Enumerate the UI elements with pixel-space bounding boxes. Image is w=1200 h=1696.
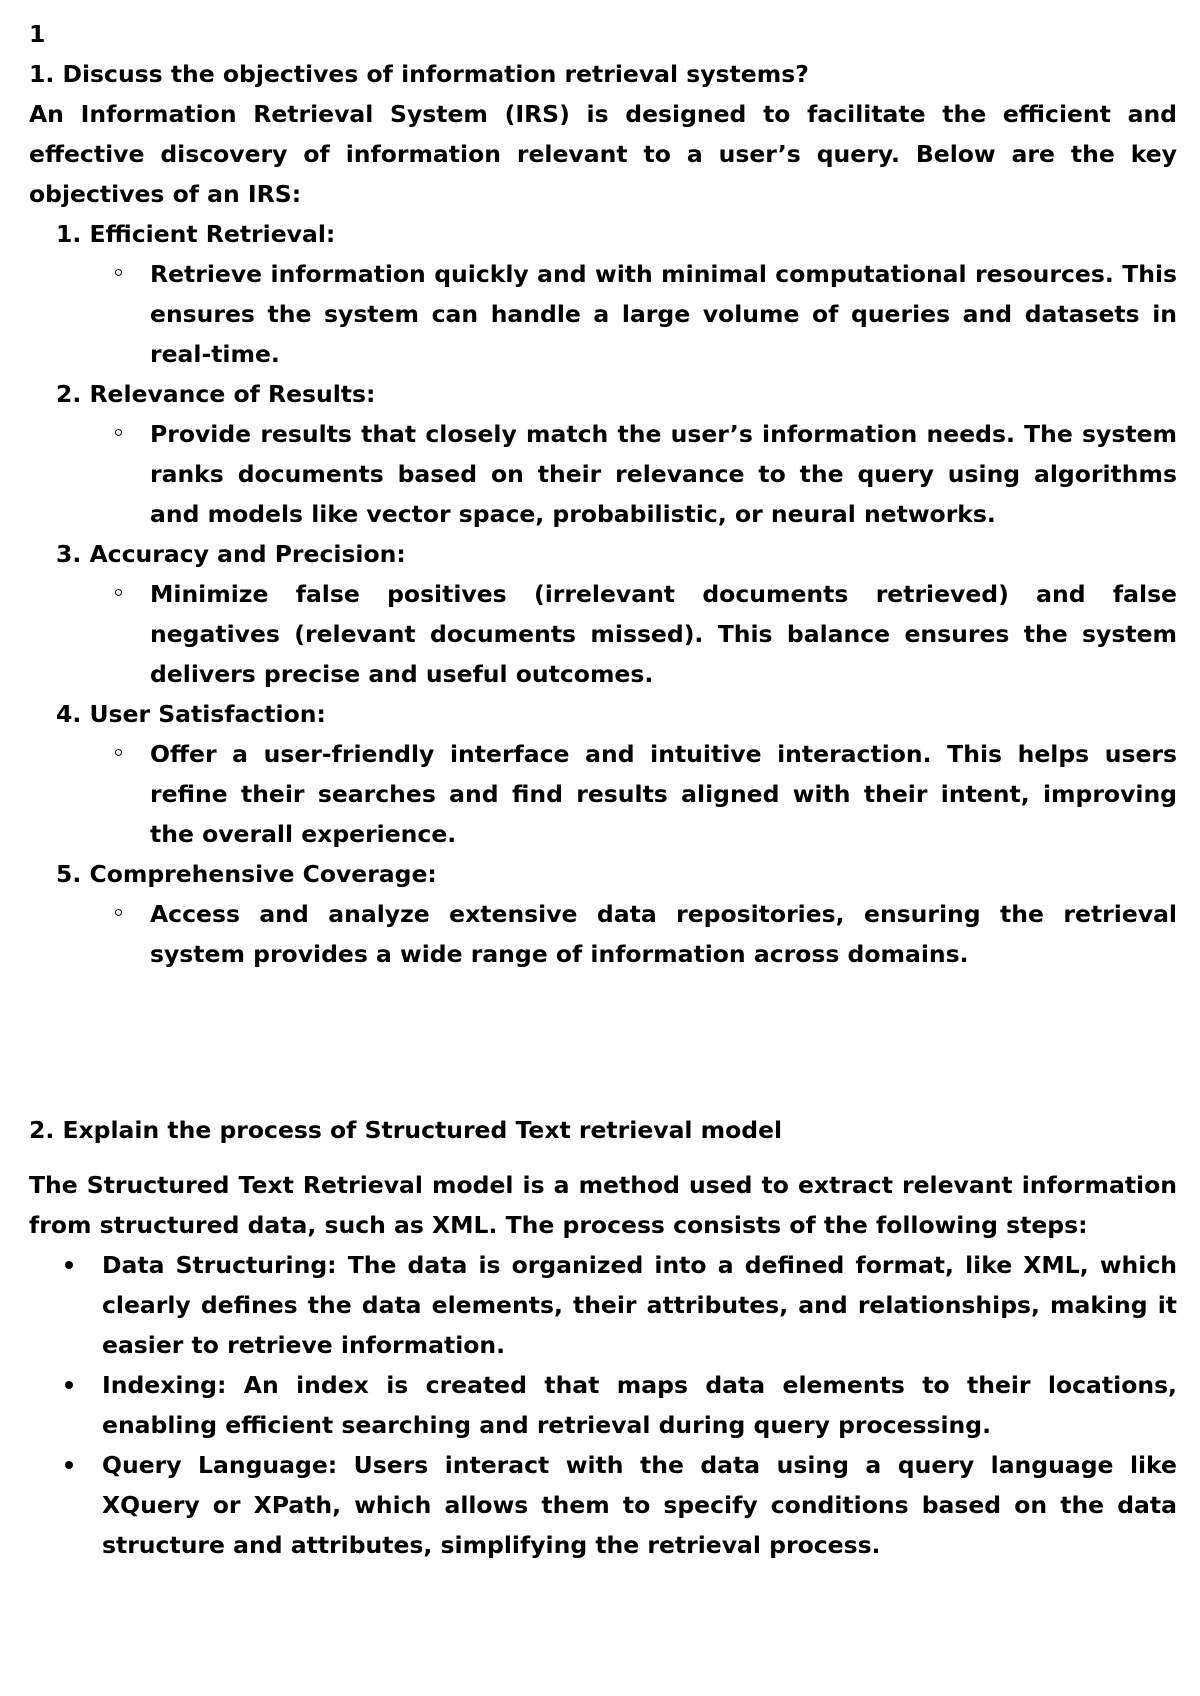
objective-detail-list [56, 574, 1177, 694]
circle-bullet-icon [115, 429, 122, 436]
objective-title: 4. User Satisfaction: [56, 700, 326, 728]
objective-detail-text: Minimize false positives (irrelevant documents retrieved) and false negatives (relevant documents missed). This balance ensures the system delivers precise and useful outcomes. [150, 580, 1177, 688]
objective-item [29, 534, 1177, 694]
bullet-icon [65, 1261, 73, 1269]
circle-bullet-icon [115, 749, 122, 756]
objective-title: 3. Accuracy and Precision: [56, 540, 406, 568]
circle-bullet-icon [115, 269, 122, 276]
bullet-icon [65, 1461, 73, 1469]
process-step-item [102, 1445, 1177, 1565]
question-1-heading: 1. Discuss the objectives of information retrieval systems? [29, 60, 809, 88]
objective-detail-list [56, 894, 1177, 974]
objective-detail-list [56, 414, 1177, 534]
objective-title: 2. Relevance of Results: [56, 380, 376, 408]
objective-detail-list [56, 734, 1177, 854]
question-2-heading: 2. Explain the process of Structured Text retrieval model [29, 1116, 783, 1144]
objective-detail-item [150, 574, 1177, 694]
objective-detail-item [150, 254, 1177, 374]
objectives-list [29, 214, 1177, 974]
document-page [29, 14, 1177, 1565]
question-1-intro: An Information Retrieval System (IRS) is designed to facilitate the efficient and effective discovery of information relevant to a user’s query. Below are the key objectives of an IRS: [29, 100, 1177, 208]
process-step-item [102, 1245, 1177, 1365]
objective-detail-text: Retrieve information quickly and with minimal computational resources. This ensures the system can handle a large volume of queries and datasets in real-time. [150, 260, 1177, 368]
objective-detail-item [150, 894, 1177, 974]
section-spacer [29, 974, 1177, 1110]
objective-title: 1. Efficient Retrieval: [56, 220, 336, 248]
objective-detail-item [150, 734, 1177, 854]
objective-detail-text: Access and analyze extensive data repositories, ensuring the retrieval system provides a wide range of information across domains. [150, 900, 1177, 968]
objective-detail-item [150, 414, 1177, 534]
objective-item [29, 214, 1177, 374]
objective-item [29, 854, 1177, 974]
process-step-text: Indexing: An index is created that maps data elements to their locations, enabling efficient searching and retrieval during query processing. [102, 1371, 1177, 1439]
objective-item [29, 694, 1177, 854]
bullet-icon [65, 1381, 73, 1389]
objective-detail-text: Offer a user-friendly interface and intuitive interaction. This helps users refine their searches and find results aligned with their intent, improving the overall experience. [150, 740, 1177, 848]
page-number: 1 [29, 20, 46, 48]
objective-detail-list [56, 254, 1177, 374]
objective-item [29, 374, 1177, 534]
objective-detail-text: Provide results that closely match the user’s information needs. The system ranks documents based on their relevance to the query using algorithms and models like vector space, probabilistic, or neural networks. [150, 420, 1177, 528]
process-step-text: Data Structuring: The data is organized into a defined format, like XML, which clearly defines the data elements, their attributes, and relationships, making it easier to retrieve information. [102, 1251, 1177, 1359]
process-steps-list [29, 1245, 1177, 1565]
process-step-text: Query Language: Users interact with the data using a query language like XQuery or XPath, which allows them to specify conditions based on the data structure and attributes, simplifying the retrieval process. [102, 1451, 1177, 1559]
circle-bullet-icon [115, 909, 122, 916]
objective-title: 5. Comprehensive Coverage: [56, 860, 437, 888]
question-2-intro: The Structured Text Retrieval model is a method used to extract relevant information from structured data, such as XML. The process consists of the following steps: [29, 1171, 1177, 1239]
circle-bullet-icon [115, 589, 122, 596]
process-step-item [102, 1365, 1177, 1445]
